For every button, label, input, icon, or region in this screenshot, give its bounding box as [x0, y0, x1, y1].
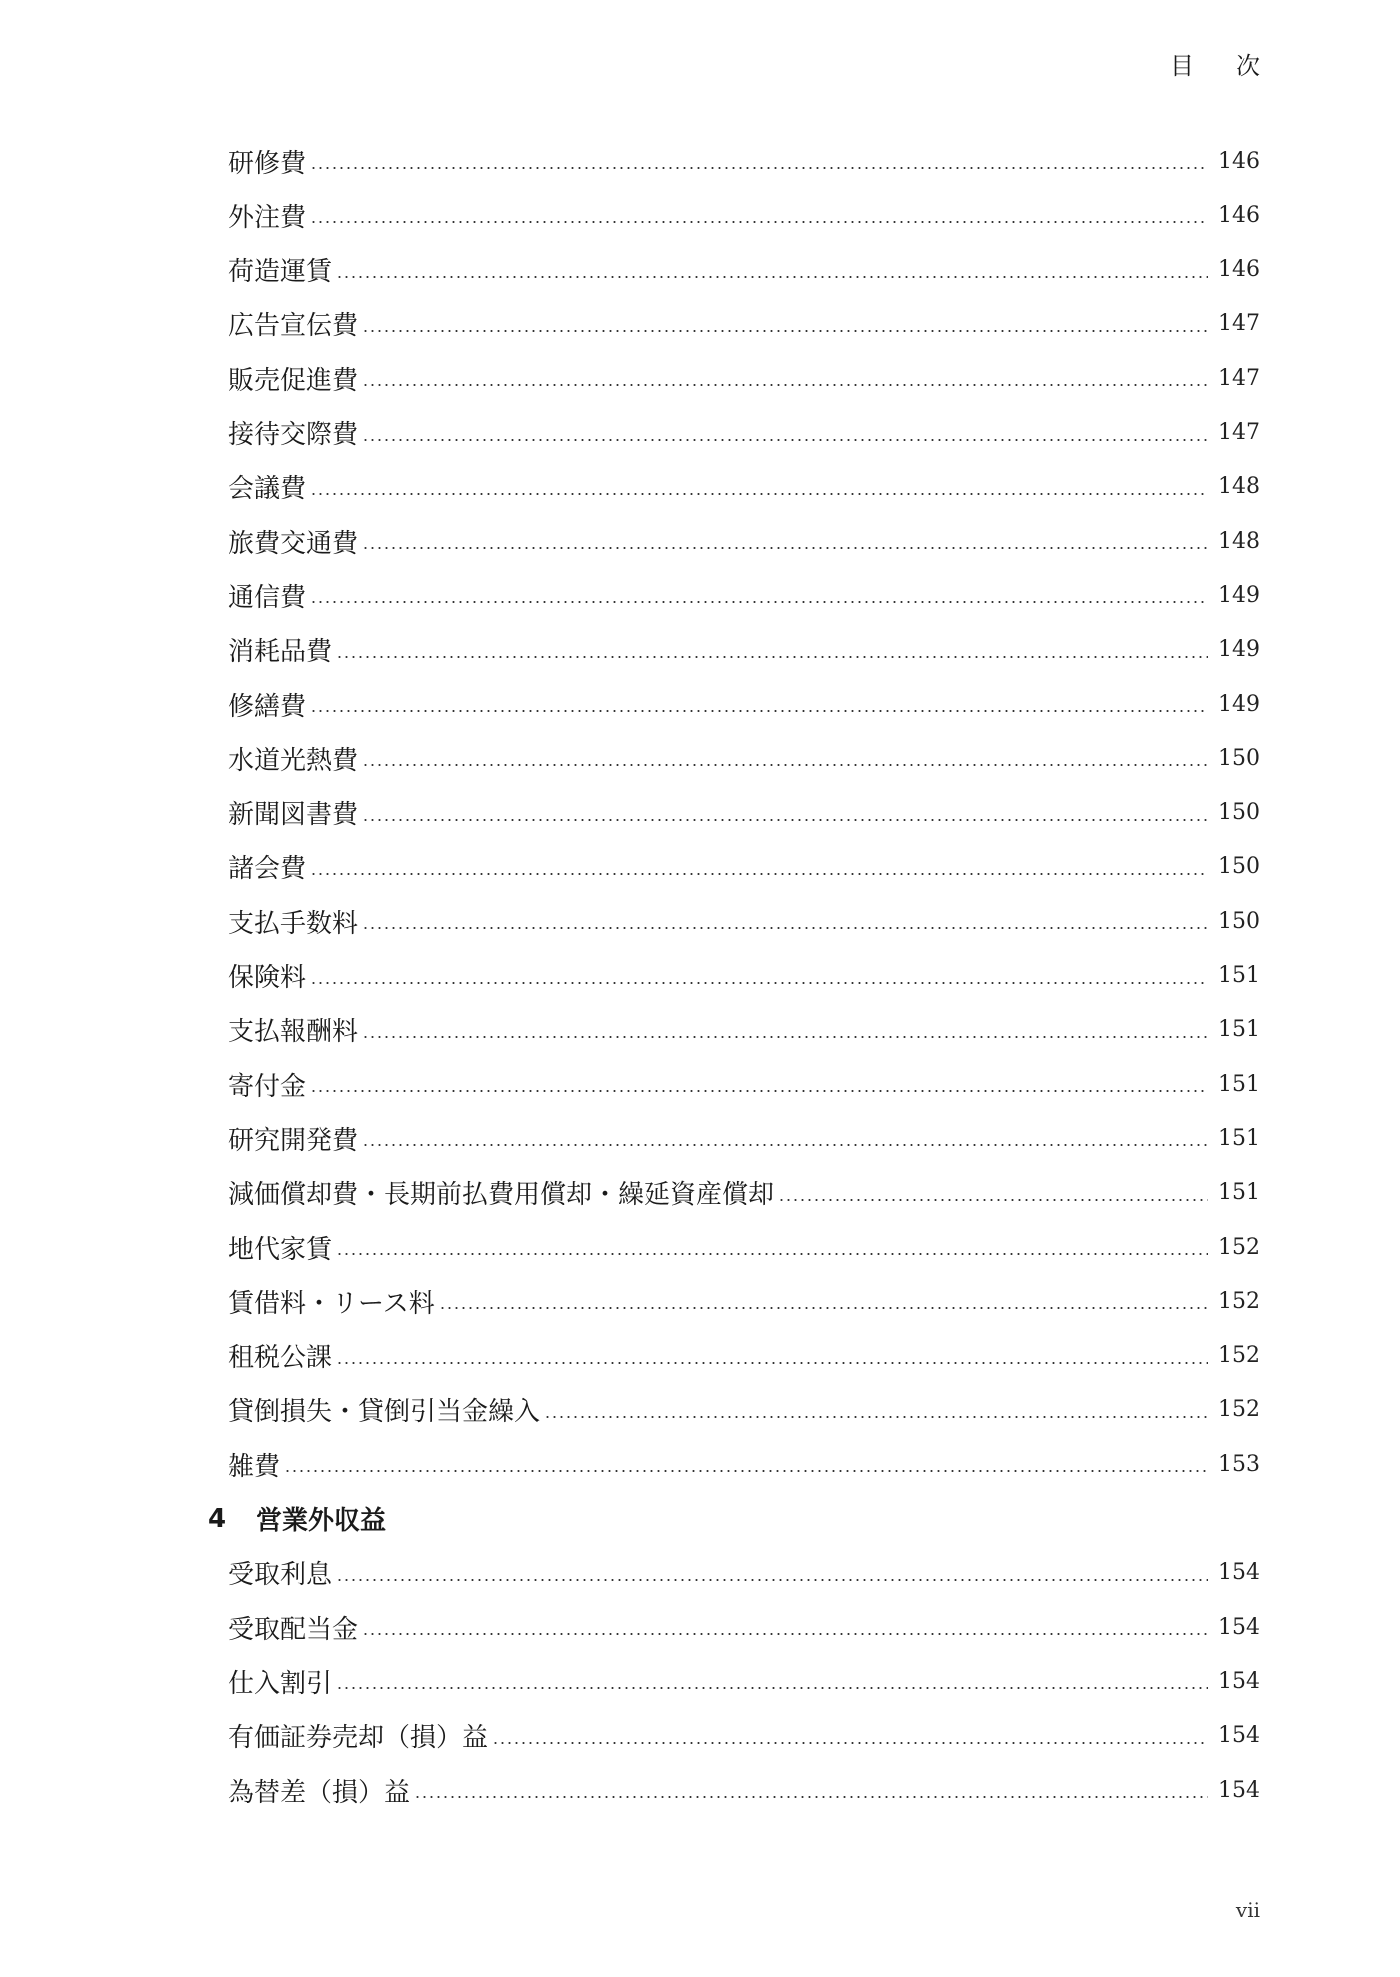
toc-leader-dots — [310, 1090, 1208, 1092]
toc-entry — [228, 847, 1260, 887]
toc-leader-dots — [336, 656, 1208, 658]
toc-leader-dots — [310, 167, 1208, 169]
toc-entry-page: 149 — [1218, 637, 1260, 663]
toc-entry — [228, 1661, 1260, 1701]
toc-leader-dots — [439, 1307, 1208, 1309]
toc-entry-label: 賃借料・リース料 — [228, 1288, 435, 1319]
toc-entry — [228, 1390, 1260, 1430]
toc-leader-dots — [492, 1742, 1208, 1744]
toc-entry — [228, 1607, 1260, 1647]
toc-entry-label: 支払手数料 — [228, 908, 359, 939]
toc-leader-dots — [778, 1199, 1208, 1201]
toc-entry-label: 貸倒損失・貸倒引当金繰入 — [228, 1397, 541, 1428]
toc-entry-page: 147 — [1218, 420, 1260, 445]
toc-entry-page: 151 — [1218, 1017, 1260, 1043]
toc-entry-page: 150 — [1218, 854, 1260, 880]
toc-entry — [228, 1227, 1260, 1267]
toc-entry-page: 154 — [1218, 1614, 1260, 1640]
toc-leader-dots — [336, 1362, 1208, 1364]
toc-entry-label: 会議費 — [228, 474, 307, 505]
toc-entry — [228, 1553, 1260, 1593]
toc-leader-dots — [310, 221, 1208, 223]
toc-leader-dots — [362, 927, 1208, 929]
toc-leader-dots — [362, 764, 1208, 766]
toc-leader-dots — [336, 1579, 1208, 1581]
toc-entry — [228, 521, 1260, 561]
toc-entry — [228, 738, 1260, 778]
toc-entry-label: 支払報酬料 — [228, 1017, 359, 1048]
toc-entry-page: 151 — [1218, 1071, 1260, 1097]
toc-leader-dots — [336, 1687, 1208, 1689]
toc-entry-page: 146 — [1218, 202, 1260, 228]
toc-entry-page: 146 — [1218, 257, 1260, 283]
toc-entry — [228, 1118, 1260, 1158]
toc-entry-label: 荷造運賃 — [228, 257, 333, 288]
toc-entry — [228, 141, 1260, 181]
toc-entry-page: 148 — [1218, 474, 1260, 500]
toc-entry-label: 受取配当金 — [228, 1614, 359, 1645]
toc-entry-page: 154 — [1218, 1777, 1260, 1803]
toc-entry — [228, 684, 1260, 724]
toc-entry-label: 寄付金 — [228, 1071, 307, 1102]
toc-entry-label: 研究開発費 — [228, 1125, 359, 1156]
section-number: 4 — [208, 1503, 227, 1534]
toc-leader-dots — [362, 439, 1208, 441]
toc-leader-dots — [362, 1144, 1208, 1146]
toc-entry — [228, 901, 1260, 941]
toc-leader-dots — [544, 1416, 1208, 1418]
toc-entry-label: 外注費 — [228, 202, 307, 233]
toc-entry — [228, 195, 1260, 235]
toc-entry-page: 149 — [1218, 691, 1260, 717]
toc-entry — [228, 1010, 1260, 1050]
toc-entry-page: 153 — [1218, 1451, 1260, 1477]
toc-entry — [228, 1770, 1260, 1810]
toc-entry — [228, 1281, 1260, 1321]
toc-entry-label: 消耗品費 — [228, 637, 333, 668]
toc-entry-page: 150 — [1218, 800, 1260, 826]
toc-entry-page: 151 — [1218, 963, 1260, 988]
page-number: vii — [1235, 1898, 1260, 1922]
toc-entry-label: 修繕費 — [228, 691, 307, 722]
toc-entry-label: 仕入割引 — [228, 1668, 333, 1699]
toc-entry-page: 152 — [1218, 1343, 1260, 1369]
toc-entry-page: 150 — [1218, 908, 1260, 934]
toc-entry-page: 151 — [1218, 1180, 1260, 1206]
running-head-second: 次 — [1236, 52, 1260, 80]
toc-leader-dots — [362, 547, 1208, 549]
toc-entry-label: 水道光熱費 — [228, 745, 359, 776]
toc-entry — [228, 793, 1260, 833]
toc-entry-label: 受取利息 — [228, 1560, 333, 1591]
toc-entry-page: 148 — [1218, 528, 1260, 554]
toc-entry-label: 為替差（損）益 — [228, 1777, 411, 1808]
toc-entry — [228, 1716, 1260, 1756]
toc-leader-dots — [336, 1253, 1208, 1255]
toc-entry-label: 広告宣伝費 — [228, 311, 359, 342]
toc-entry-label: 有価証券売却（損）益 — [228, 1723, 489, 1754]
toc-entry-page: 149 — [1218, 582, 1260, 608]
toc-leader-dots — [414, 1796, 1208, 1798]
toc-entry — [228, 630, 1260, 670]
toc-entry — [228, 575, 1260, 615]
toc-entry-label: 雑費 — [228, 1451, 281, 1482]
section-heading — [208, 1499, 386, 1539]
toc-entry-label: 減価償却費・長期前払費用償却・繰延資産償却 — [228, 1180, 775, 1211]
toc-entry-label: 諸会費 — [228, 854, 307, 885]
toc-entry-page: 154 — [1218, 1668, 1260, 1694]
toc-leader-dots — [362, 330, 1208, 332]
toc-entry — [228, 1064, 1260, 1104]
toc-leader-dots — [284, 1470, 1208, 1472]
toc-entry — [228, 1444, 1260, 1484]
toc-entry-label: 販売促進費 — [228, 365, 359, 396]
toc-leader-dots — [362, 819, 1208, 821]
toc-leader-dots — [310, 601, 1208, 603]
toc-entry — [228, 250, 1260, 290]
toc-entry-label: 地代家賃 — [228, 1234, 333, 1265]
toc-entry-page: 151 — [1218, 1125, 1260, 1151]
toc-entry-label: 旅費交通費 — [228, 528, 359, 559]
toc-entry-label: 通信費 — [228, 582, 307, 613]
toc-entry — [228, 304, 1260, 344]
toc-leader-dots — [362, 1633, 1208, 1635]
toc-leader-dots — [310, 982, 1208, 984]
toc-entry-page: 152 — [1218, 1234, 1260, 1260]
section-title: 営業外収益 — [256, 1506, 387, 1536]
toc-entry — [228, 413, 1260, 453]
toc-entry-page: 154 — [1218, 1560, 1260, 1586]
toc-leader-dots — [310, 873, 1208, 875]
toc-leader-dots — [362, 1036, 1208, 1038]
toc-entry-label: 保険料 — [228, 963, 307, 993]
toc-leader-dots — [310, 710, 1208, 712]
toc-entry-page: 147 — [1218, 311, 1260, 337]
toc-entry-page: 152 — [1218, 1397, 1260, 1423]
toc-leader-dots — [336, 276, 1208, 278]
toc-leader-dots — [310, 493, 1208, 495]
toc-entry-page: 152 — [1218, 1288, 1260, 1314]
toc-entry — [228, 358, 1260, 398]
toc-leader-dots — [362, 384, 1208, 386]
toc-entry-page: 147 — [1218, 365, 1260, 391]
running-head-first: 目 — [1170, 52, 1194, 80]
toc-entry — [228, 1173, 1260, 1213]
toc-entry-label: 新聞図書費 — [228, 800, 359, 831]
toc-entry-label: 租税公課 — [228, 1343, 333, 1374]
toc-entry — [228, 956, 1260, 996]
toc-entry — [228, 467, 1260, 507]
toc-entry-page: 146 — [1218, 148, 1260, 174]
toc-entry-page: 154 — [1218, 1723, 1260, 1749]
toc-entry — [228, 1336, 1260, 1376]
running-head — [1170, 46, 1260, 81]
toc-entry-page: 150 — [1218, 745, 1260, 771]
toc-entry-label: 研修費 — [228, 148, 307, 179]
toc-entry-label: 接待交際費 — [228, 420, 359, 450]
